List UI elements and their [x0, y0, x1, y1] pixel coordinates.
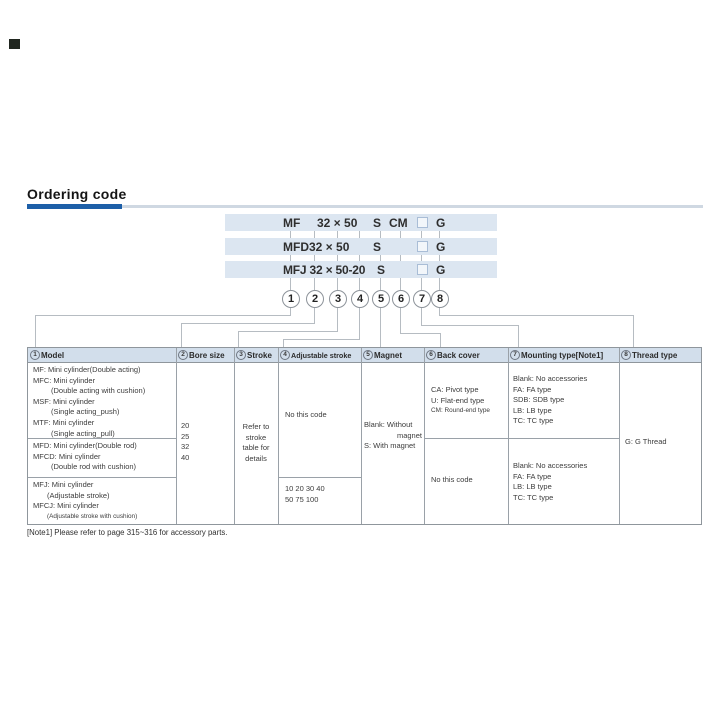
back-cover-upper-cell: [431, 385, 490, 417]
bore-size-value: 25: [181, 431, 190, 441]
header-label: Magnet: [374, 350, 402, 360]
code-row-mfj: [225, 261, 497, 278]
circled-number-icon: 6: [426, 350, 436, 360]
connector-line: [400, 333, 440, 334]
circled-number-icon: 7: [510, 350, 520, 360]
model-line: (Double rod with cushion): [51, 462, 137, 472]
stroke-line: stroke: [245, 432, 267, 442]
circle-7: 7: [413, 290, 431, 308]
circle-5: 5: [372, 290, 390, 308]
header-magnet: [361, 348, 424, 362]
model-line: MFD: Mini cylinder(Double rod): [33, 441, 137, 450]
connector-line: [35, 315, 36, 347]
mounting-upper-cell: [513, 374, 587, 427]
connector-line: [337, 307, 338, 331]
model-line: (Adjustable stroke with cushion): [47, 512, 138, 520]
connector-line: [440, 333, 441, 347]
code-model: MFD32 × 50: [283, 240, 350, 254]
header-back-cover: [424, 348, 508, 362]
connector-line: [400, 307, 401, 333]
code-magnet: S: [373, 216, 382, 230]
column-divider: [619, 348, 620, 524]
mounting-line: Blank: No accessories: [513, 461, 588, 470]
model-line: MFCJ: Mini cylinder: [33, 501, 99, 511]
header-label: Model: [41, 350, 65, 360]
connector-line: [421, 325, 518, 326]
circled-number-icon: 5: [363, 350, 373, 360]
model-line: MTF: Mini cylinder: [33, 417, 95, 427]
column-divider: [508, 348, 509, 524]
circle-2: 2: [306, 290, 324, 308]
magnet-line: Blank: Without: [364, 420, 413, 429]
connector-line: [518, 325, 519, 347]
code-row-mf: [225, 214, 497, 231]
magnet-line: magnet: [396, 430, 422, 440]
adjustable-stroke-lower-cell: [285, 484, 325, 505]
connector-line: [314, 307, 315, 323]
connector-line: [439, 315, 633, 316]
circle-1: 1: [282, 290, 300, 308]
connector-line: [35, 315, 291, 316]
header-label: Bore size: [189, 350, 225, 360]
model-line: (Double acting with cushion): [51, 386, 146, 396]
model-line: MFJ: Mini cylinder: [33, 480, 94, 489]
model-line: MSF: Mini cylinder: [33, 396, 95, 406]
mounting-line: TC: TC type: [513, 416, 554, 426]
connector-line: [238, 331, 239, 347]
model-line: (Single acting_push): [51, 407, 120, 417]
code-magnet: S: [373, 240, 382, 254]
mounting-placeholder-box: [417, 241, 428, 252]
code-thread: G: [436, 216, 446, 230]
code-back-cover: CM: [389, 216, 408, 230]
model-group1-cell: [33, 365, 145, 439]
header-model: [28, 348, 176, 362]
stroke-cell: [234, 422, 278, 464]
mounting-line: LB: LB type: [513, 405, 552, 415]
model-line: MFCD: Mini cylinder: [33, 451, 101, 461]
header-label: Thread type: [632, 350, 678, 360]
thread-type-cell: G: G Thread: [625, 437, 667, 446]
title-underline: [27, 205, 703, 208]
model-line: (Adjustable stroke): [47, 490, 110, 500]
adjustable-stroke-upper-cell: No this code: [285, 410, 327, 419]
circled-number-icon: 3: [236, 350, 246, 360]
ordering-code-table: [27, 347, 702, 525]
header-bore-size: [176, 348, 234, 362]
connector-line: [238, 331, 338, 332]
stroke-line: details: [245, 453, 267, 463]
mounting-line: TC: TC type: [513, 492, 554, 502]
connector-line: [633, 315, 634, 347]
header-stroke: [234, 348, 278, 362]
circled-number-icon: 2: [178, 350, 188, 360]
bore-size-value: 40: [181, 452, 190, 462]
code-magnet: S: [377, 263, 386, 277]
column-divider: [278, 348, 279, 524]
connector-line: [181, 323, 182, 347]
row-divider: [424, 438, 619, 439]
code-model: MFJ 32 × 50-20: [283, 263, 366, 277]
circle-3: 3: [329, 290, 347, 308]
circled-number-icon: 1: [30, 350, 40, 360]
back-cover-lower-cell: No this code: [431, 475, 473, 484]
header-mounting-type: [508, 348, 619, 362]
connector-line: [283, 339, 360, 340]
back-cover-line: CM: Round-end type: [431, 407, 490, 415]
adjustable-stroke-line: 10 20 30 40: [285, 484, 325, 493]
bore-size-value: 20: [181, 421, 190, 430]
mounting-line: FA: FA type: [513, 471, 552, 481]
code-row-mfd: [225, 238, 497, 255]
connector-line: [421, 307, 422, 325]
mounting-placeholder-box: [417, 264, 428, 275]
magnet-cell: [364, 420, 422, 452]
connector-line: [359, 307, 360, 339]
stroke-line: table for: [242, 443, 270, 453]
mounting-line: LB: LB type: [513, 482, 552, 492]
model-line: (Single acting_pull): [51, 428, 115, 438]
header-label: Mounting type[Note1]: [521, 350, 604, 360]
column-divider: [424, 348, 425, 524]
footnote: [Note1] Please refer to page 315~316 for accessory parts.: [27, 528, 228, 537]
stroke-line: Refer to: [242, 422, 270, 431]
back-cover-line: U: Flat-end type: [431, 395, 485, 405]
header-label: Stroke: [247, 350, 272, 360]
model-line: MFC: Mini cylinder: [33, 375, 96, 385]
circled-number-icon: 8: [621, 350, 631, 360]
adjustable-stroke-line: 50 75 100: [285, 494, 319, 504]
header-adjustable-stroke: [278, 348, 361, 362]
column-divider: [176, 348, 177, 524]
circled-number-icon: 4: [280, 350, 290, 360]
code-model: MF: [283, 216, 301, 230]
title-underline-accent: [27, 204, 122, 209]
header-label: Adjustable stroke: [291, 350, 352, 360]
mounting-line: FA: FA type: [513, 384, 552, 394]
circle-6: 6: [392, 290, 410, 308]
code-thread: G: [436, 263, 446, 277]
row-divider: [28, 477, 176, 478]
bore-size-cell: [181, 421, 189, 463]
model-group2-cell: [33, 441, 137, 473]
header-thread-type: [619, 348, 701, 362]
connector-line: [290, 307, 291, 315]
connector-line: [380, 307, 381, 347]
mounting-line: SDB: SDB type: [513, 395, 565, 405]
code-thread: G: [436, 240, 446, 254]
code-bore-stroke: 32 × 50: [317, 216, 358, 230]
column-divider: [361, 348, 362, 524]
model-group3-cell: [33, 480, 137, 522]
row-divider: [278, 477, 361, 478]
connector-line: [283, 339, 284, 347]
model-line: MF: Mini cylinder(Double acting): [33, 365, 141, 374]
connector-line: [181, 323, 315, 324]
circle-4: 4: [351, 290, 369, 308]
logo-mark: [9, 39, 20, 49]
mounting-line: Blank: No accessories: [513, 374, 588, 383]
mounting-lower-cell: [513, 461, 587, 503]
mounting-placeholder-box: [417, 217, 428, 228]
back-cover-line: CA: Pivot type: [431, 385, 479, 394]
magnet-line: S: With magnet: [364, 441, 416, 451]
circle-8: 8: [431, 290, 449, 308]
bore-size-value: 32: [181, 442, 190, 452]
header-label: Back cover: [437, 350, 480, 360]
page-title: Ordering code: [27, 186, 127, 202]
